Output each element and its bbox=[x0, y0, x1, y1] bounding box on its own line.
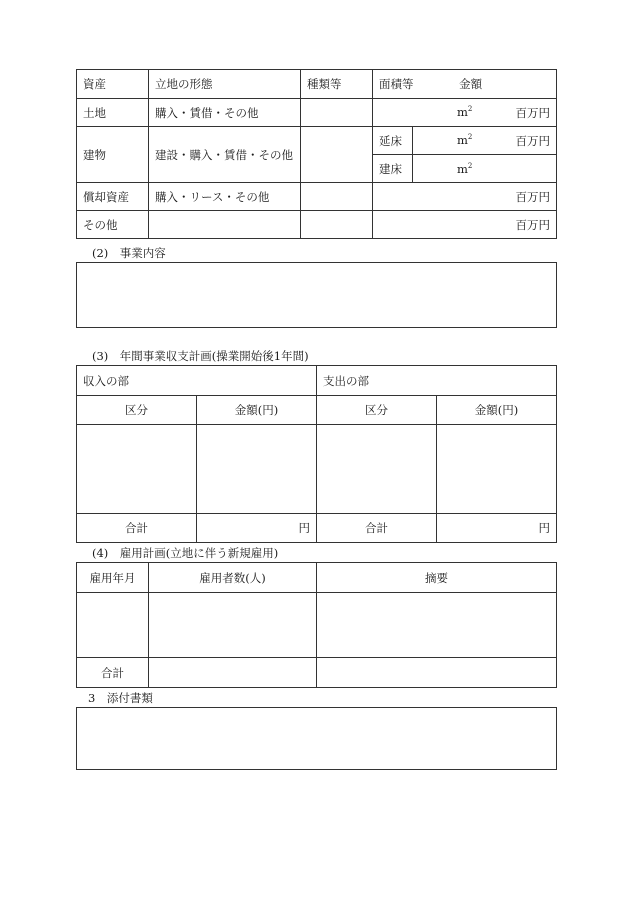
header-type: 種類等 bbox=[301, 70, 373, 99]
floor-total-area-amount[interactable] bbox=[413, 127, 557, 155]
depreciable-row bbox=[77, 183, 557, 211]
other-form-cell[interactable] bbox=[149, 211, 301, 239]
attachments-box[interactable] bbox=[76, 707, 557, 770]
employment-count-cell[interactable] bbox=[149, 593, 317, 658]
land-row bbox=[77, 99, 557, 127]
expense-label: 支出の部 bbox=[317, 366, 557, 396]
other-type-cell[interactable] bbox=[301, 211, 373, 239]
attachments-title: 3 添付書類 bbox=[88, 691, 153, 705]
land-amount-unit: 百万円 bbox=[515, 105, 550, 120]
employment-count-header: 雇用者数(人) bbox=[149, 563, 317, 593]
employment-month-header: 雇用年月 bbox=[77, 563, 149, 593]
section4-title: (4) 雇用計画(立地に伴う新規雇用) bbox=[92, 546, 279, 560]
section2-title: (2) 事業内容 bbox=[92, 246, 166, 260]
income-amount-header: 金額(円) bbox=[197, 396, 317, 425]
land-area-unit: $m^2$ bbox=[457, 104, 473, 119]
header-location-form: 立地の形態 bbox=[149, 70, 301, 99]
header-area-amount bbox=[373, 70, 557, 99]
asset-header-row bbox=[77, 70, 557, 99]
depreciable-label: 償却資産 bbox=[77, 183, 149, 211]
building-row-floor bbox=[77, 127, 557, 155]
income-expense-table bbox=[76, 365, 557, 543]
employment-header bbox=[77, 563, 557, 593]
expense-amount-cell[interactable] bbox=[437, 425, 557, 514]
header-asset: 資産 bbox=[77, 70, 149, 99]
header-amount: 金額 bbox=[459, 77, 483, 91]
employment-summary-cell[interactable] bbox=[317, 593, 557, 658]
asset-table bbox=[76, 69, 557, 239]
land-form: 購入・賃借・その他 bbox=[149, 99, 301, 127]
employment-month-cell[interactable] bbox=[77, 593, 149, 658]
section3-title: (3) 年間事業収支計画(操業開始後1年間) bbox=[92, 349, 309, 363]
expense-amount-header: 金額(円) bbox=[437, 396, 557, 425]
employment-body bbox=[77, 593, 557, 658]
floor-total-label: 延床 bbox=[373, 127, 413, 155]
floor-building-area-unit: $m^2$ bbox=[457, 161, 473, 176]
income-category-cell[interactable] bbox=[77, 425, 197, 514]
employment-total-summary-cell[interactable] bbox=[317, 658, 557, 688]
expense-total-label: 合計 bbox=[317, 514, 437, 543]
header-area: 面積等 bbox=[379, 77, 414, 91]
employment-table bbox=[76, 562, 557, 688]
expense-category-header: 区分 bbox=[317, 396, 437, 425]
income-expense-body bbox=[77, 425, 557, 514]
employment-total-row bbox=[77, 658, 557, 688]
land-area-amount[interactable] bbox=[373, 99, 557, 127]
land-type-cell[interactable] bbox=[301, 99, 373, 127]
expense-total-unit[interactable]: 円 bbox=[437, 514, 557, 543]
depreciable-type-cell[interactable] bbox=[301, 183, 373, 211]
depreciable-amount-unit[interactable]: 百万円 bbox=[373, 183, 557, 211]
income-category-header: 区分 bbox=[77, 396, 197, 425]
floor-total-amount-unit: 百万円 bbox=[515, 133, 550, 148]
employment-total-label: 合計 bbox=[77, 658, 149, 688]
floor-building-label: 建床 bbox=[373, 155, 413, 183]
income-expense-header bbox=[77, 366, 557, 396]
income-expense-subheader bbox=[77, 396, 557, 425]
floor-total-area-unit: $m^2$ bbox=[457, 132, 473, 147]
income-amount-cell[interactable] bbox=[197, 425, 317, 514]
income-total-unit[interactable]: 円 bbox=[197, 514, 317, 543]
building-type-cell[interactable] bbox=[301, 127, 373, 183]
expense-category-cell[interactable] bbox=[317, 425, 437, 514]
income-total-label: 合計 bbox=[77, 514, 197, 543]
building-label: 建物 bbox=[77, 127, 149, 183]
other-row bbox=[77, 211, 557, 239]
land-label: 土地 bbox=[77, 99, 149, 127]
building-form: 建設・購入・賃借・その他 bbox=[149, 127, 301, 183]
income-expense-total-row bbox=[77, 514, 557, 543]
depreciable-form: 購入・リース・その他 bbox=[149, 183, 301, 211]
business-content-box[interactable] bbox=[76, 262, 557, 328]
other-label: その他 bbox=[77, 211, 149, 239]
floor-building-area-amount[interactable] bbox=[413, 155, 557, 183]
other-amount-unit[interactable]: 百万円 bbox=[373, 211, 557, 239]
income-label: 収入の部 bbox=[77, 366, 317, 396]
employment-total-count-cell[interactable] bbox=[149, 658, 317, 688]
employment-summary-header: 摘要 bbox=[317, 563, 557, 593]
